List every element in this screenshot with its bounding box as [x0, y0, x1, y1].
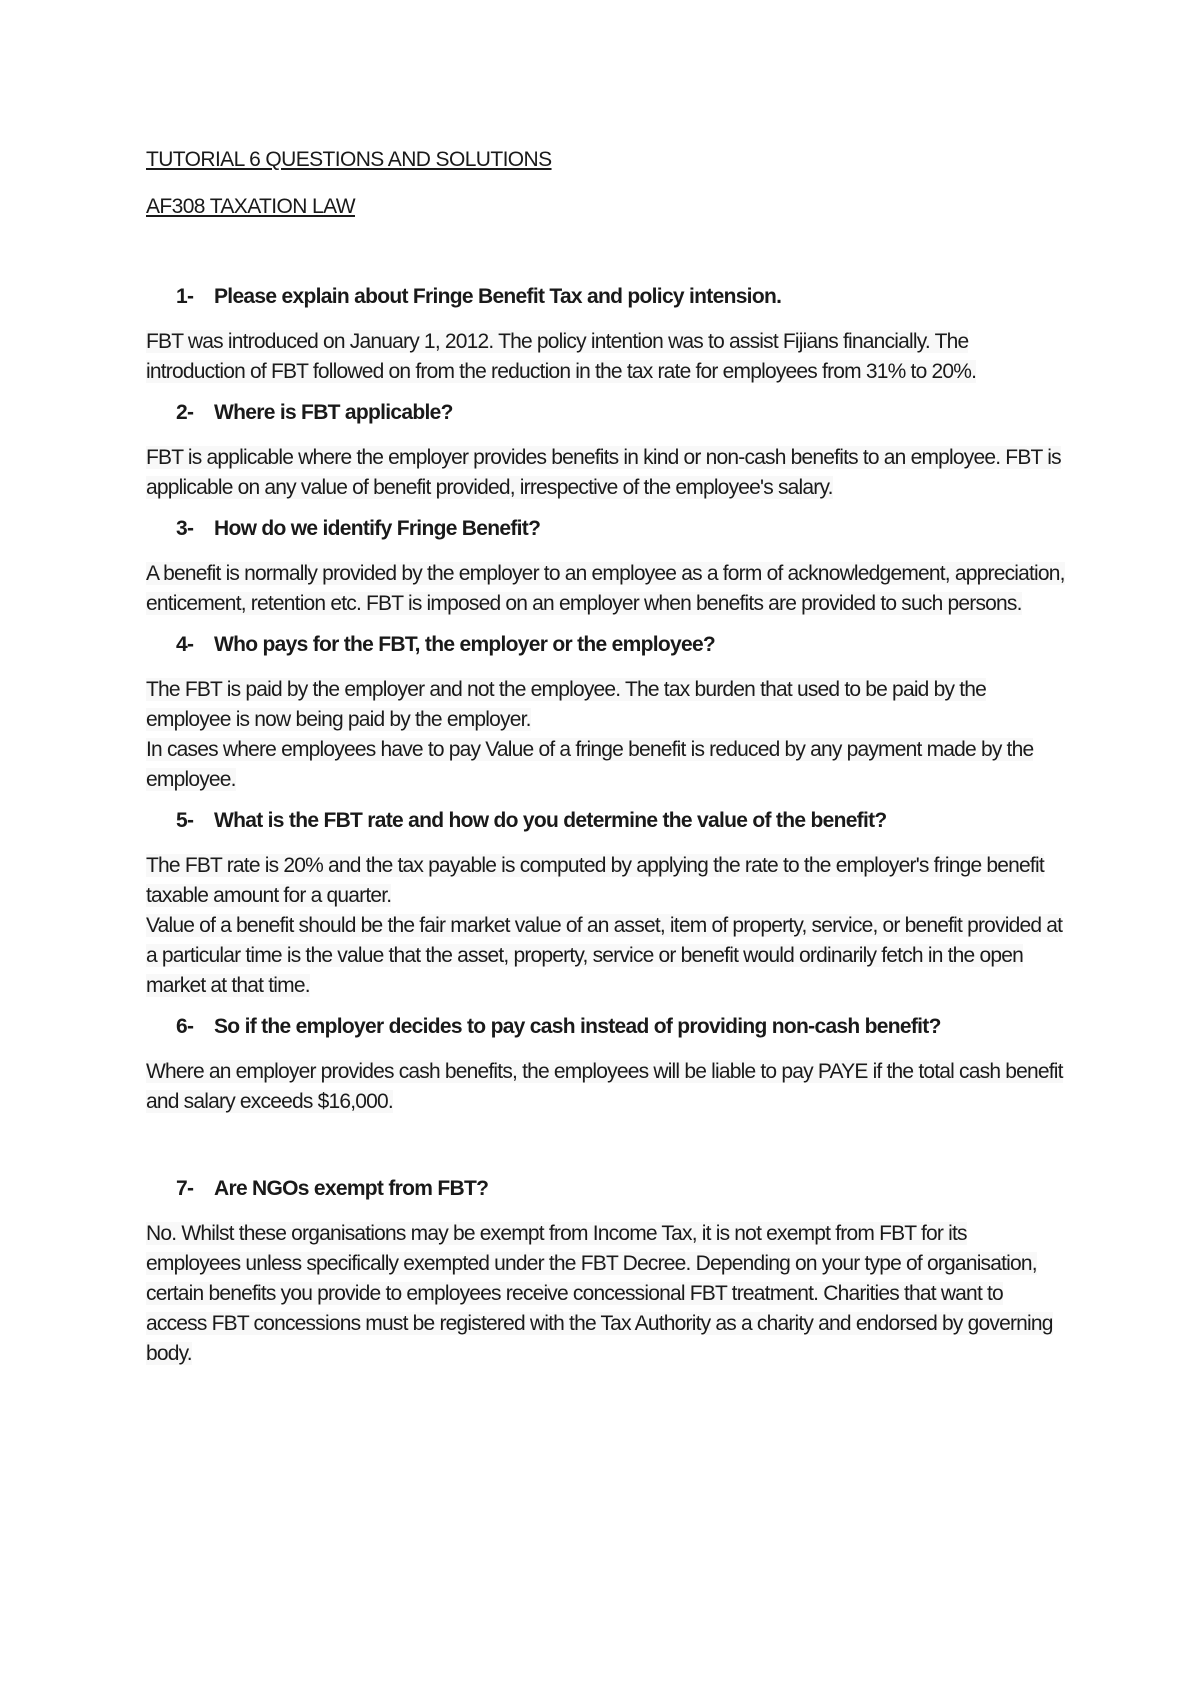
question-number: 2- [176, 401, 194, 424]
question-number: 5- [176, 809, 194, 832]
question-text: So if the employer decides to pay cash instead of providing non-cash benefit? [214, 1015, 941, 1038]
answer-2 [146, 443, 1066, 503]
question-2 [146, 399, 1066, 427]
question-4 [146, 631, 1066, 659]
answer-text: A benefit is normally provided by the employer to an employee as a form of acknowledgement, appreciation, enticement, retention etc. FBT is imposed on an employer when benefits are provided to such persons. [146, 562, 1065, 615]
answer-7 [146, 1219, 1066, 1369]
blank-space [146, 1129, 1066, 1175]
question-number: 1- [176, 285, 194, 308]
question-text: Are NGOs exempt from FBT? [214, 1177, 489, 1200]
question-text: Please explain about Fringe Benefit Tax and policy intension. [214, 285, 782, 308]
answer-text: FBT was introduced on January 1, 2012. The policy intention was to assist Fijians financially. The introduction of FBT followed on from the reduction in the tax rate for employees from 31% to 20%. [146, 330, 977, 383]
answer-text: FBT is applicable where the employer provides benefits in kind or non-cash benefits to an employee. FBT is applicable on any value of benefit provided, irrespective of the employee's salary. [146, 446, 1061, 499]
question-number: 6- [176, 1015, 194, 1038]
answer-1 [146, 327, 1066, 387]
answer-text: The FBT is paid by the employer and not the employee. The tax burden that used to be paid by the employee is now being paid by the employer. [146, 678, 987, 731]
question-number: 4- [176, 633, 194, 656]
answer-6 [146, 1057, 1066, 1117]
course-title: AF308 TAXATION LAW [146, 195, 355, 218]
question-number: 7- [176, 1177, 194, 1200]
question-text: Where is FBT applicable? [214, 401, 453, 424]
question-1 [146, 283, 1066, 311]
question-5 [146, 807, 1066, 835]
document-title: TUTORIAL 6 QUESTIONS AND SOLUTIONS [146, 148, 552, 171]
answer-text: Value of a benefit should be the fair market value of an asset, item of property, service, or benefit provided at a particular time is the value that the asset, property, service or benefit would ordinarily fetch in the open market at that time. [146, 914, 1063, 997]
answer-4 [146, 675, 1066, 795]
question-number: 3- [176, 517, 194, 540]
answer-3 [146, 559, 1066, 619]
question-7 [146, 1175, 1066, 1203]
question-text: How do we identify Fringe Benefit? [214, 517, 541, 540]
answer-text: In cases where employees have to pay Value of a fringe benefit is reduced by any payment made by the employee. [146, 738, 1034, 791]
answer-5 [146, 851, 1066, 1001]
answer-text: No. Whilst these organisations may be exempt from Income Tax, it is not exempt from FBT for its employees unless specifically exempted under the FBT Decree. Depending on your type of organisation, certain benefits you provide to employees receive concessional FBT treatment. Charities that want to access FBT concessions must be registered with the Tax Authority as a charity and endorsed by governing body. [146, 1222, 1053, 1365]
answer-text: Where an employer provides cash benefits, the employees will be liable to pay PAYE if the total cash benefit and salary exceeds $16,000. [146, 1060, 1063, 1113]
question-text: Who pays for the FBT, the employer or the employee? [214, 633, 716, 656]
question-6 [146, 1013, 1066, 1041]
question-3 [146, 515, 1066, 543]
question-text: What is the FBT rate and how do you determine the value of the benefit? [214, 809, 887, 832]
answer-text: The FBT rate is 20% and the tax payable is computed by applying the rate to the employer's fringe benefit taxable amount for a quarter. [146, 854, 1044, 907]
document-content [146, 146, 1066, 1381]
